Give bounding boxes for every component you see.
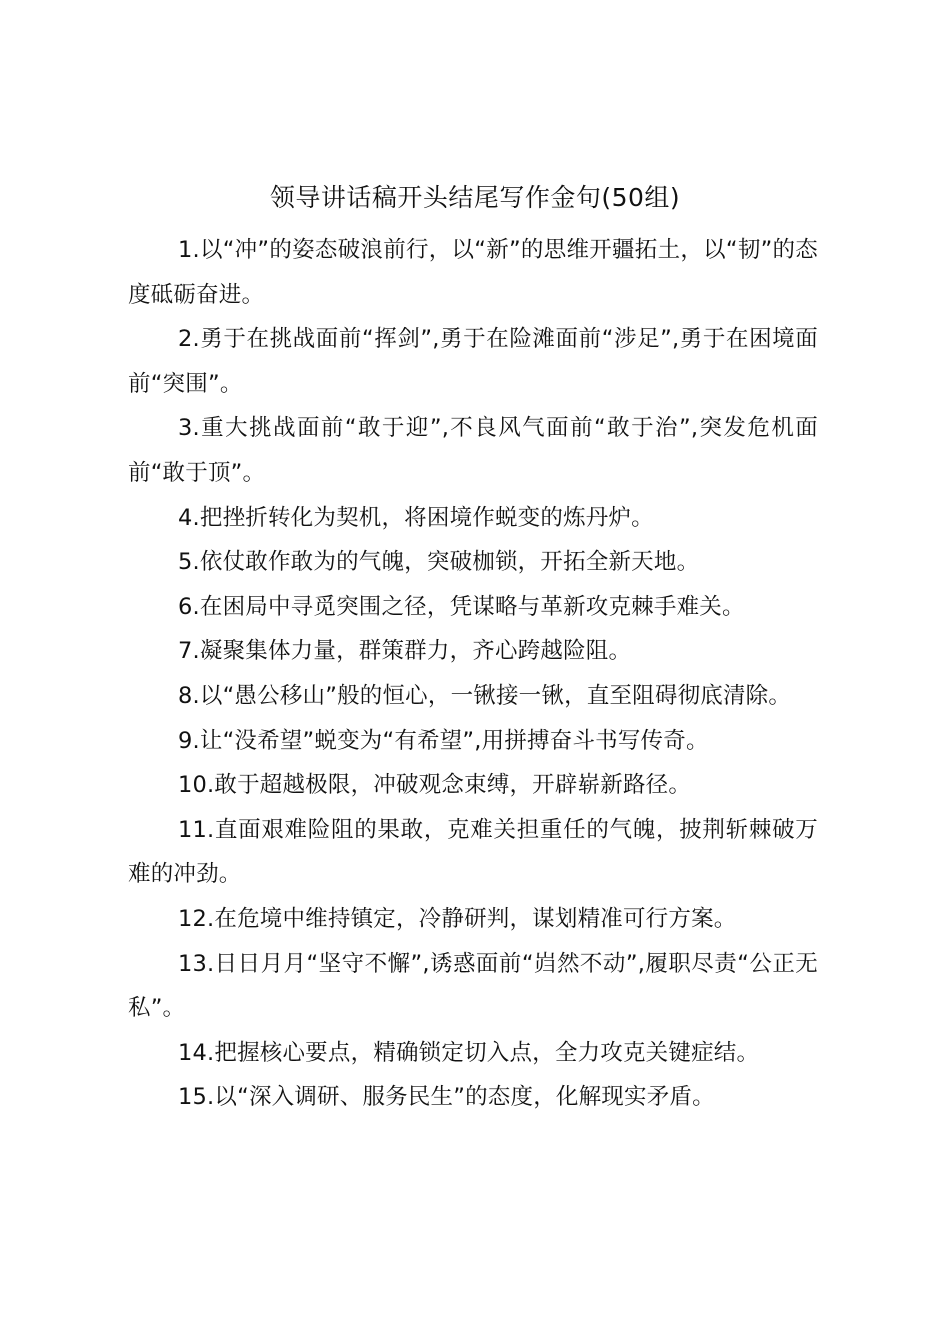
document-title: 领导讲话稿开头结尾写作金句(50组) (269, 183, 681, 212)
paragraph: 7.凝聚集体力量，群策群力，齐心跨越险阻。 (178, 638, 632, 665)
paragraph: 10.敢于超越极限，冲破观念束缚，开辟崭新路径。 (178, 772, 692, 799)
paragraph: 4.把挫折转化为契机，将困境作蜕变的炼丹炉。 (178, 504, 654, 531)
paragraph: 1.以“冲”的姿态破浪前行，以“新”的思维开疆拓土，以“韧”的态度砥砺奋进。 (128, 237, 818, 308)
paragraph: 6.在困局中寻觅突围之径，凭谋略与革新攻克棘手难关。 (178, 593, 745, 620)
paragraph: 3.重大挑战面前“敢于迎”,不良风气面前“敢于治”,突发危机面前“敢于顶”。 (128, 415, 818, 486)
paragraph: 5.依仗敢作敢为的气魄，突破枷锁，开拓全新天地。 (178, 549, 700, 576)
paragraph: 15.以“深入调研、服务民生”的态度，化解现实矛盾。 (178, 1084, 715, 1111)
paragraph: 11.直面艰难险阻的果敢，克难关担重任的气魄，披荆斩棘破万难的冲劲。 (128, 816, 818, 888)
paragraph: 12.在危境中维持镇定，冷静研判，谋划精准可行方案。 (178, 905, 737, 932)
paragraph: 14.把握核心要点，精确锁定切入点，全力攻克关键症结。 (178, 1039, 760, 1066)
paragraph: 8.以“愚公移山”般的恒心，一锹接一锹，直至阻碍彻底清除。 (178, 682, 792, 709)
document-body (128, 228, 818, 1120)
paragraph: 13.日日月月“坚守不懈”,诱惑面前“岿然不动”,履职尽责“公正无私”。 (128, 950, 818, 1022)
paragraph: 9.让“没希望”蜕变为“有希望”,用拼搏奋斗书写传奇。 (178, 727, 709, 754)
paragraph: 2.勇于在挑战面前“挥剑”,勇于在险滩面前“涉足”,勇于在困境面前“突围”。 (128, 326, 818, 397)
